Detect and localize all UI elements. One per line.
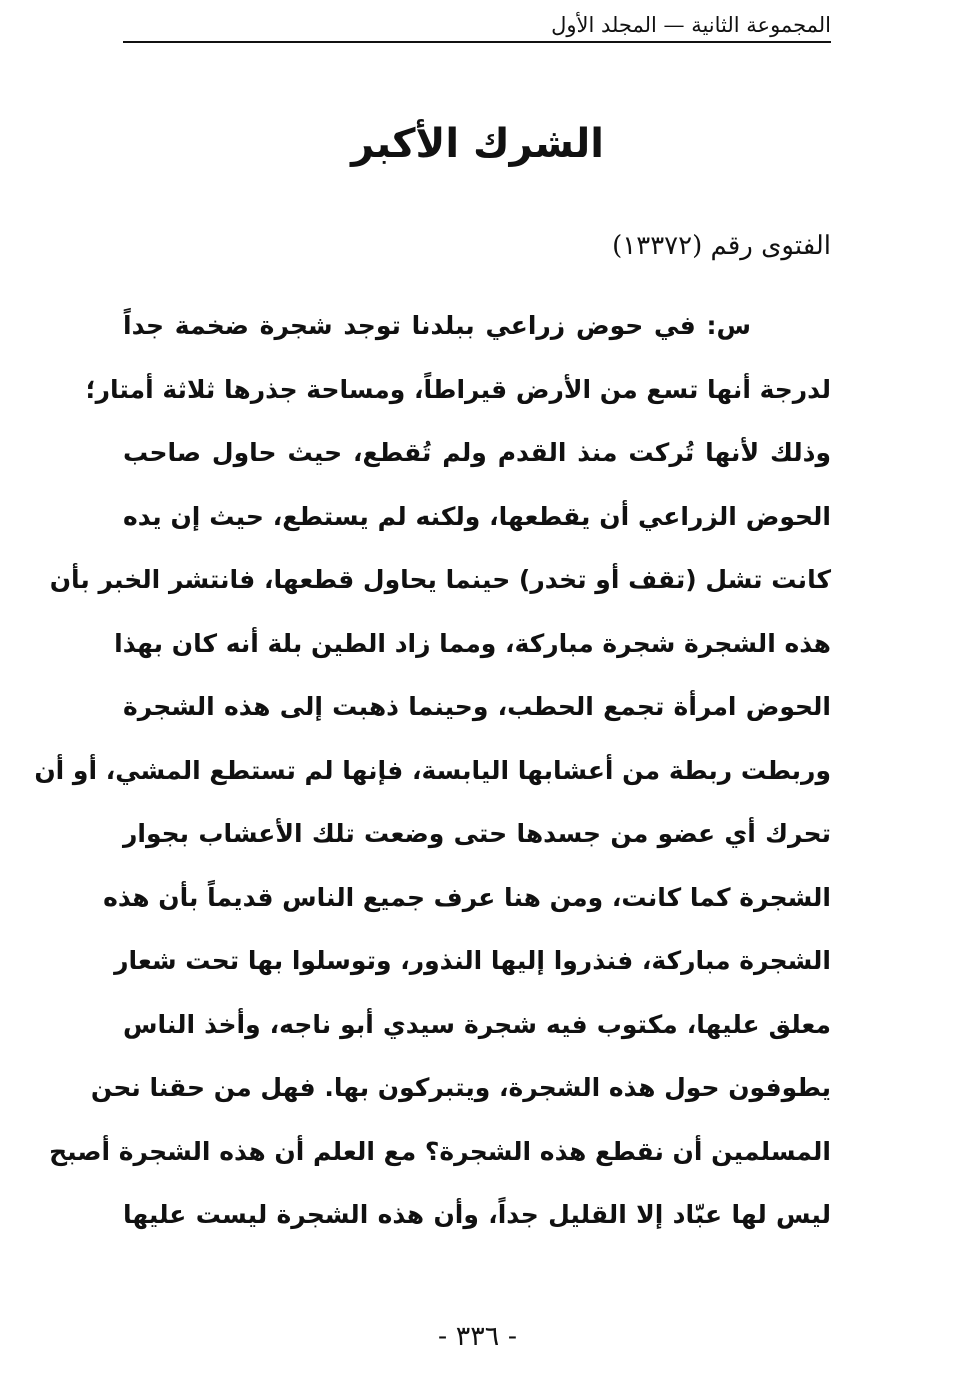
question-text [34,294,831,1247]
text-line: س: في حوض زراعي ببلدنا توجد شجرة ضخمة جداً [123,311,751,340]
running-header: المجموعة الثانية — المجلد الأول [551,13,831,37]
text-line: تحرك أي عضو من جسدها حتى وضعت تلك الأعشاب بجوار [123,819,831,848]
text-line: وذلك لأنها تُركت منذ القدم ولم تُقطع، حيث حاول صاحب [123,438,831,467]
text-line: معلق عليها، مكتوب فيه شجرة سيدي أبو ناجه، وأخذ الناس [123,1009,831,1039]
text-line: الشجرة كما كانت، ومن هنا عرف جميع الناس قديماً بأن هذه [103,882,831,912]
fatwa-number: الفتوى رقم (١٣٣٧٢) [612,231,831,261]
chapter-title: الشرك الأكبر [351,121,604,167]
text-line: وربطت ربطة من أعشابها اليابسة، فإنها لم تستطع المشي، أو أن [34,755,831,785]
text-line: هذه الشجرة شجرة مباركة، ومما زاد الطين بلة أنه كان بهذا [114,628,831,658]
text-line: الحوض الزراعي أن يقطعها، ولكنه لم يستطع، حيث إن يده [123,501,831,531]
text-line: كانت تشل (تقف أو تخدر) حينما يحاول قطعها، فانتشر الخبر بأن [49,565,831,594]
text-line: الحوض امرأة تجمع الحطب، وحينما ذهبت إلى هذه الشجرة [123,692,831,721]
text-line: يطوفون حول هذه الشجرة، ويتبركون بها. فهل من حقنا نحن [90,1073,831,1102]
text-line: الشجرة مباركة، فنذروا إليها النذور، وتوسلوا بها تحت شعار [114,946,831,975]
page-number: - ٣٣٦ - [438,1321,517,1352]
header-rule [123,41,831,43]
text-line: ليس لها عبّاد إلا القليل جداً، وأن هذه الشجرة ليست عليها [123,1200,831,1229]
text-line: المسلمين أن نقطع هذه الشجرة؟ مع العلم أن هذه الشجرة أصبح [49,1136,831,1166]
text-line: لدرجة أنها تسع من الأرض قيراطاً، ومساحة جذرها ثلاثة أمتار؛ [85,374,831,404]
